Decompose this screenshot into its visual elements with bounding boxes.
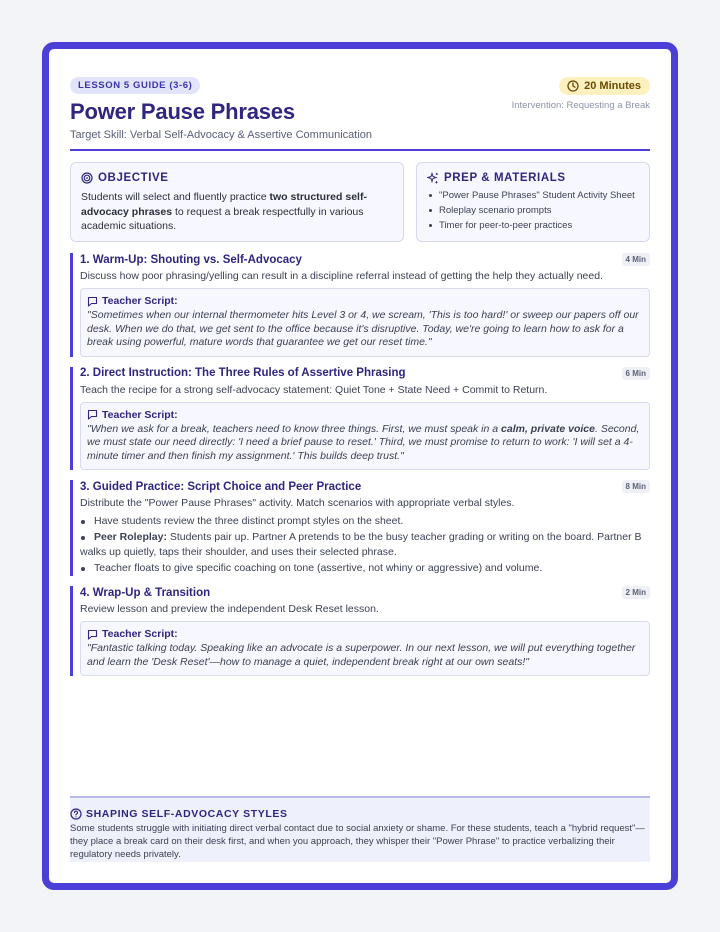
teacher-script-box: [80, 288, 650, 357]
script-bold-text: calm, private voice: [501, 422, 595, 435]
intervention-label: Intervention: Requesting a Break: [511, 100, 650, 111]
step-minutes-badge: 2 Min: [622, 586, 650, 599]
teacher-script-label-text: Teacher Script:: [102, 295, 178, 307]
objective-text-part: to request a break respectfully in various academic situations.: [81, 205, 364, 232]
list-item: Teacher floats to give specific coaching on tone (assertive, not whiny or aggressive) and volume.: [80, 561, 650, 576]
teacher-script-label: [87, 409, 643, 421]
step-wrap-up: [70, 586, 650, 676]
list-item: Timer for peer-to-peer practices: [427, 218, 639, 233]
bullet-bold-text: Peer Roleplay:: [94, 531, 167, 543]
list-item: Roleplay scenario prompts: [427, 203, 639, 218]
step-description: Review lesson and preview the independent Desk Reset lesson.: [80, 603, 379, 615]
teacher-script-label-text: Teacher Script:: [102, 628, 178, 640]
list-item: "Power Pause Phrases" Student Activity Sheet: [427, 188, 639, 203]
tip-box: [70, 796, 650, 862]
script-text-part: "When we ask for a break, teachers need to know three things. First, we must speak in a: [87, 422, 502, 435]
tip-heading: [70, 808, 650, 820]
objective-heading: [81, 172, 393, 184]
speech-bubble-icon: [87, 629, 98, 640]
step-minutes-badge: 4 Min: [622, 253, 650, 266]
page-title: Power Pause Phrases: [70, 99, 295, 124]
step-guided-practice: [70, 480, 650, 576]
lesson-header: [70, 75, 650, 151]
speech-bubble-icon: [87, 409, 98, 420]
objective-card: [70, 162, 404, 242]
step-minutes-badge: 8 Min: [622, 480, 650, 493]
step-minutes-badge: 6 Min: [622, 367, 650, 380]
question-circle-icon: [70, 808, 82, 820]
objective-text-part: Students will select and fluently practice: [81, 191, 270, 203]
teacher-script-text: "Sometimes when our internal thermometer hits Level 3 or 4, we scream, 'This is too hard!' or sweep our papers off our desk. When we do that, we get sent to the office because it's disruptive. Today, we're going to learn how to ask for a break using powerful, mature words that guarantee we get our reset time.": [87, 309, 639, 348]
step-title: 1. Warm-Up: Shouting vs. Self-Advocacy: [80, 253, 302, 266]
tip-text: Some students struggle with initiating direct verbal contact due to social anxiety or shame. For these students, teach a "hybrid request"—they place a break card on their desk first, and when you approach, they whisper their "Power Phrase" to practice verbalizing their regulatory needs privately.: [70, 823, 645, 860]
teacher-script-label: [87, 295, 643, 307]
target-icon: [81, 172, 93, 184]
teacher-script-label-text: Teacher Script:: [102, 408, 178, 421]
list-item: [80, 530, 650, 560]
lesson-steps: [70, 253, 650, 676]
objective-text: [81, 190, 393, 234]
step-description: Teach the recipe for a strong self-advocacy statement: Quiet Tone + State Need + Commit to Return.: [80, 383, 548, 396]
step-description: Distribute the "Power Pause Phrases" activity. Match scenarios with appropriate verbal styles.: [80, 497, 515, 509]
step-direct-instruction: [70, 367, 650, 471]
teacher-script-text: "Fantastic talking today. Speaking like an advocate is a superpower. In our next lesson, we will put everything together and learn the 'Desk Reset'—how to manage a quiet, independent break right at our own seats!": [87, 642, 636, 668]
practice-list: [80, 514, 650, 576]
duration-badge: [559, 77, 650, 95]
script-text-part: . Second, we must state our need directly: 'I need a brief pause to reset.' Third, we must promise to return to work: 'I will set a 4-minute timer and then finish my assignment.' This builds deep trust.": [87, 422, 640, 462]
step-description: Discuss how poor phrasing/yelling can result in a discipline referral instead of getting the help they actually need.: [80, 270, 603, 282]
sparkles-icon: [427, 172, 439, 184]
prep-card: [416, 162, 650, 242]
clock-icon: [567, 80, 579, 92]
objective-bold-text: two structured self-advocacy phrases: [81, 191, 367, 218]
teacher-script-text: [87, 423, 643, 464]
lesson-card: [42, 42, 678, 890]
step-title: 3. Guided Practice: Script Choice and Peer Practice: [80, 480, 362, 493]
step-title: 2. Direct Instruction: The Three Rules of Assertive Phrasing: [80, 367, 406, 379]
teacher-script-box: [80, 402, 650, 471]
teacher-script-label: [87, 628, 643, 640]
step-title: 4. Wrap-Up & Transition: [80, 586, 211, 599]
step-warm-up: [70, 253, 650, 357]
teacher-script-box: [80, 621, 650, 676]
list-item: Have students review the three distinct prompt styles on the sheet.: [80, 514, 650, 529]
prep-heading: [427, 172, 639, 184]
materials-list: [427, 188, 639, 233]
target-skill: Target Skill: Verbal Self-Advocacy & Assertive Communication: [70, 129, 373, 141]
speech-bubble-icon: [87, 296, 98, 307]
objective-heading-text: OBJECTIVE: [98, 172, 169, 184]
duration-text: 20 Minutes: [584, 80, 641, 92]
tip-heading-text: SHAPING SELF-ADVOCACY STYLES: [86, 808, 288, 820]
prep-heading-text: PREP & MATERIALS: [444, 172, 566, 184]
lesson-badge: LESSON 5 GUIDE (3-6): [70, 77, 200, 94]
bullet-text: Students pair up. Partner A pretends to be the busy teacher grading or writing on the board. Partner B walks up quietly, taps their shoulder, and uses their selected phrase.: [80, 531, 642, 558]
